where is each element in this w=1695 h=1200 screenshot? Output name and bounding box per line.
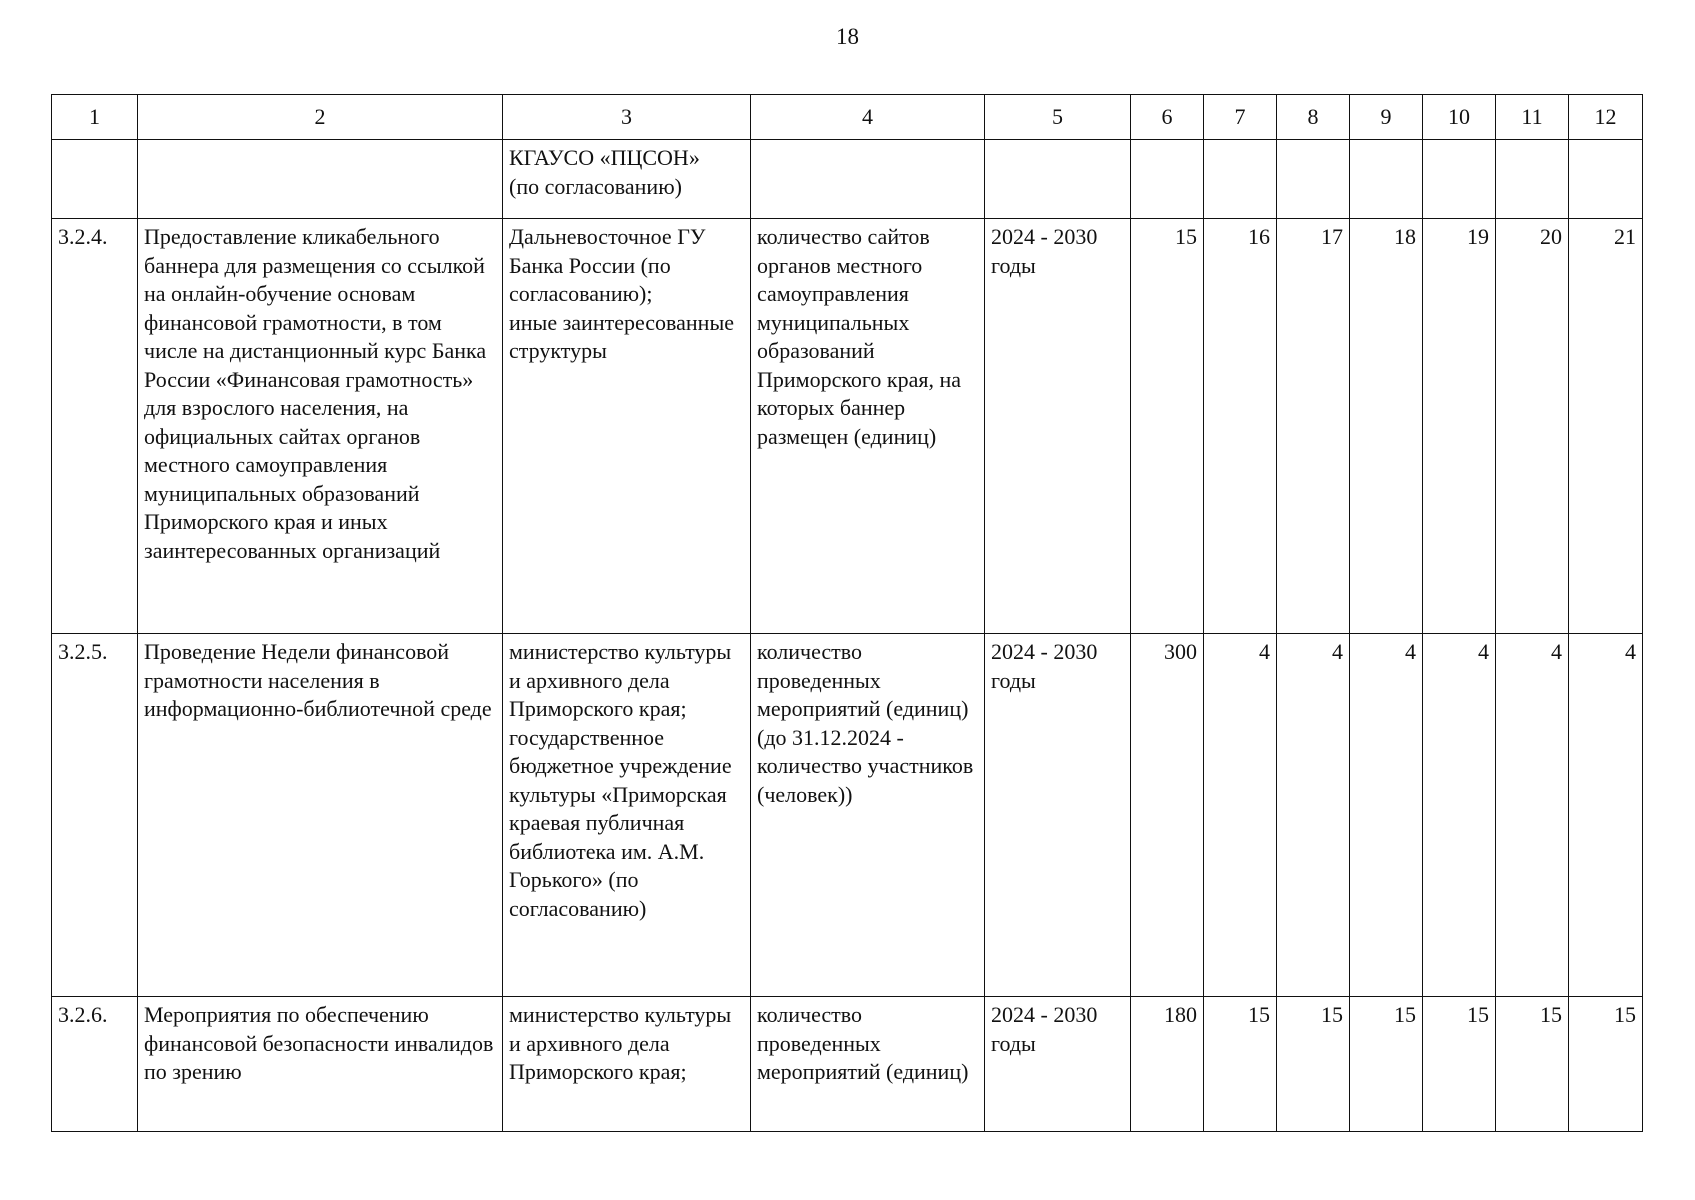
column-header: 1 — [52, 95, 138, 140]
item-code-cell — [52, 140, 138, 219]
value-cell: 15 — [1131, 219, 1204, 634]
value-cell — [1496, 140, 1569, 219]
value-cell: 180 — [1131, 997, 1204, 1132]
period-cell: 2024 - 2030 годы — [985, 634, 1131, 997]
executor-cell: министерство культуры и архивного дела Приморского края; — [503, 997, 751, 1132]
column-header: 6 — [1131, 95, 1204, 140]
value-cell — [1423, 140, 1496, 219]
indicator-cell: количество проведенных мероприятий (единиц) — [751, 997, 985, 1132]
value-cell: 20 — [1496, 219, 1569, 634]
value-cell: 15 — [1423, 997, 1496, 1132]
indicator-cell — [751, 140, 985, 219]
value-cell: 15 — [1350, 997, 1423, 1132]
table-row — [52, 219, 1643, 634]
column-header: 8 — [1277, 95, 1350, 140]
value-cell: 4 — [1204, 634, 1277, 997]
item-code-cell: 3.2.4. — [52, 219, 138, 634]
column-header: 5 — [985, 95, 1131, 140]
table-row — [52, 997, 1643, 1132]
executor-cell: министерство культуры и архивного дела Приморского края; государственное бюджетное учреждение культуры «Приморская краевая публичная библиотека им. А.М. Горького» (по согласованию) — [503, 634, 751, 997]
item-code-cell: 3.2.6. — [52, 997, 138, 1132]
column-header: 3 — [503, 95, 751, 140]
value-cell — [1350, 140, 1423, 219]
page-number: 18 — [836, 24, 859, 49]
measures-table — [51, 94, 1643, 1132]
period-cell: 2024 - 2030 годы — [985, 997, 1131, 1132]
header-row — [52, 95, 1643, 140]
value-cell: 15 — [1277, 997, 1350, 1132]
table-row — [52, 634, 1643, 997]
value-cell: 15 — [1569, 997, 1643, 1132]
column-header: 11 — [1496, 95, 1569, 140]
value-cell: 4 — [1350, 634, 1423, 997]
executor-cell: КГАУСО «ПЦСОН» (по согласованию) — [503, 140, 751, 219]
value-cell: 21 — [1569, 219, 1643, 634]
table-body — [52, 140, 1643, 1132]
value-cell — [1131, 140, 1204, 219]
value-cell: 17 — [1277, 219, 1350, 634]
value-cell: 4 — [1423, 634, 1496, 997]
column-header: 7 — [1204, 95, 1277, 140]
activity-cell: Предоставление кликабельного баннера для размещения со ссылкой на онлайн-обучение основам финансовой грамотности, в том числе на дистанционный курс Банка России «Финансовая грамотность» для взрослого населения, на официальных сайтах органов местного самоуправления муниципальных образований Приморского края и иных заинтересованных организаций — [138, 219, 503, 634]
value-cell: 300 — [1131, 634, 1204, 997]
column-header: 2 — [138, 95, 503, 140]
value-cell: 4 — [1569, 634, 1643, 997]
value-cell: 4 — [1277, 634, 1350, 997]
column-header: 4 — [751, 95, 985, 140]
period-cell — [985, 140, 1131, 219]
item-code-cell: 3.2.5. — [52, 634, 138, 997]
table-header — [52, 95, 1643, 140]
activity-cell: Мероприятия по обеспечению финансовой безопасности инвалидов по зрению — [138, 997, 503, 1132]
value-cell: 4 — [1496, 634, 1569, 997]
value-cell: 15 — [1496, 997, 1569, 1132]
executor-cell: Дальневосточное ГУ Банка России (по согласованию); иные заинтересованные структуры — [503, 219, 751, 634]
column-header: 9 — [1350, 95, 1423, 140]
value-cell — [1277, 140, 1350, 219]
table-row — [52, 140, 1643, 219]
value-cell — [1569, 140, 1643, 219]
value-cell: 15 — [1204, 997, 1277, 1132]
activity-cell: Проведение Недели финансовой грамотности населения в информационно-библиотечной среде — [138, 634, 503, 997]
indicator-cell: количество сайтов органов местного самоуправления муниципальных образований Приморского края, на которых баннер размещен (единиц) — [751, 219, 985, 634]
activity-cell — [138, 140, 503, 219]
column-header: 10 — [1423, 95, 1496, 140]
value-cell: 18 — [1350, 219, 1423, 634]
indicator-cell: количество проведенных мероприятий (единиц) (до 31.12.2024 - количество участников (человек)) — [751, 634, 985, 997]
value-cell: 19 — [1423, 219, 1496, 634]
value-cell — [1204, 140, 1277, 219]
column-header: 12 — [1569, 95, 1643, 140]
period-cell: 2024 - 2030 годы — [985, 219, 1131, 634]
value-cell: 16 — [1204, 219, 1277, 634]
